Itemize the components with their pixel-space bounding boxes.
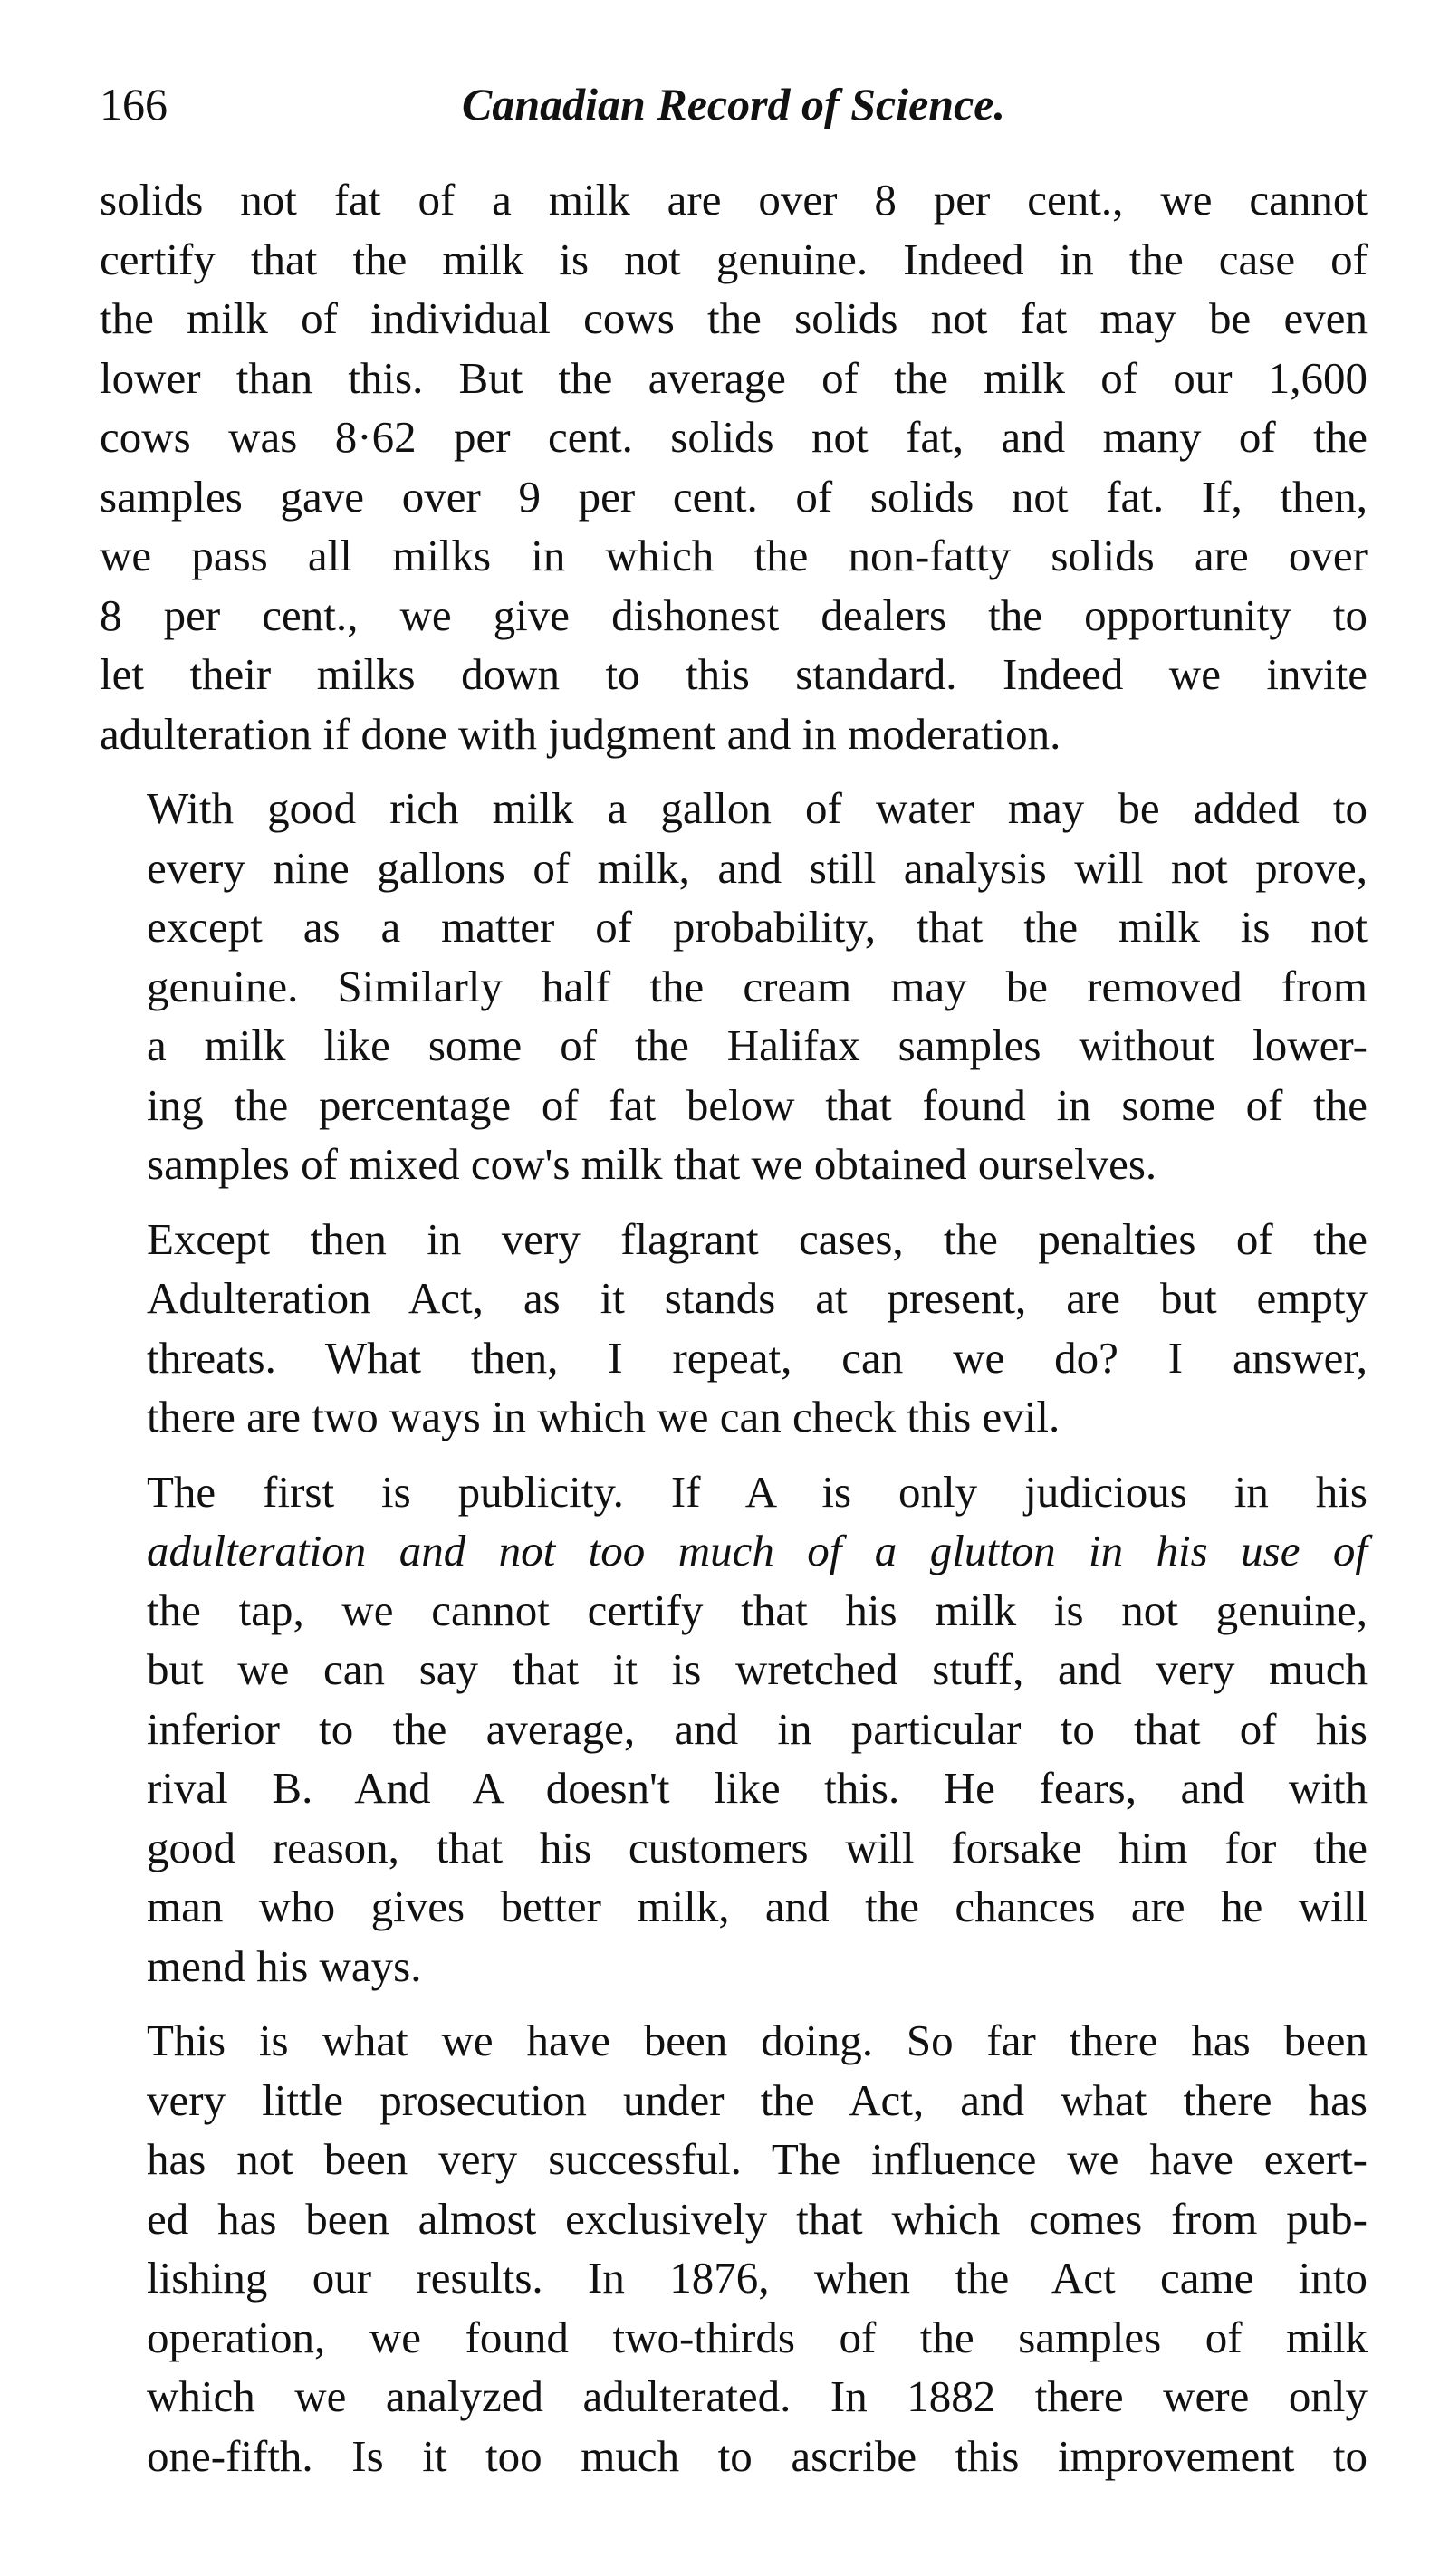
page-number: 166 [100,79,168,129]
text-line: operation, we found two-thirds of the samples of milk [147,2312,1368,2362]
text-line: ed has been almost exclusively that which comes from pub- [147,2193,1368,2244]
book-page [100,54,1368,2535]
text-line: rival B. And A doesn't like this. He fears, and with [147,1763,1368,1813]
journal-title: Canadian Record of Science. [462,79,1005,129]
text-line: samples of mixed cow's milk that we obtained ourselves. [147,1139,1157,1189]
text-line: 8 per cent., we give dishonest dealers the opportunity to [100,589,1368,640]
paragraph-continued [100,170,1368,763]
text-line: cows was 8·62 per cent. solids not fat, and many of the [100,412,1368,462]
paragraph-publicity [100,1462,1368,1997]
text-line: the tap, we cannot certify that his milk is not genuine, [147,1585,1368,1635]
text-line: has not been very successful. The influence we have exert- [147,2134,1368,2184]
text-line-italic: adulteration and not too much of a glutton in his use of [147,1526,1368,1575]
text-line: good reason, that his customers will forsake him for the [147,1822,1368,1872]
text-line: one-fifth. Is it too much to ascribe this improvement to [147,2430,1368,2481]
text-line: This is what we have been doing. So far there has been [147,2016,1368,2065]
text-line: there are two ways in which we can check this evil. [147,1392,1061,1441]
paragraph-water-added [100,779,1368,1194]
text-line: solids not fat of a milk are over 8 per cent., we cannot [100,175,1368,225]
running-head [100,54,1368,154]
paragraph-empty-threats [100,1210,1368,1447]
text-line: a milk like some of the Halifax samples without lower- [147,1020,1368,1070]
text-line: With good rich milk a gallon of water may be added to [147,783,1368,833]
text-line: adulteration if done with judgment and in moderation. [100,708,1061,759]
paragraph-what-we-have-been-doing [100,2011,1368,2485]
text-line: lishing our results. In 1876, when the Act came into [147,2253,1368,2303]
text-line: genuine. Similarly half the cream may be removed from [147,961,1368,1011]
text-line: certify that the milk is not genuine. Indeed in the case of [100,234,1368,284]
text-line: except as a matter of probability, that the milk is not [147,902,1368,952]
text-line: mend his ways. [147,1940,422,1991]
text-line: samples gave over 9 per cent. of solids not fat. If, then, [100,471,1368,522]
text-line: every nine gallons of milk, and still analysis will not prove, [147,842,1368,893]
text-line: which we analyzed adulterated. In 1882 there were only [147,2371,1368,2421]
text-line: The first is publicity. If A is only judicious in his [147,1466,1368,1517]
text-line: the milk of individual cows the solids not fat may be even [100,293,1368,343]
text-line: but we can say that it is wretched stuff, and very much [147,1644,1368,1694]
text-line: we pass all milks in which the non-fatty solids are over [100,531,1368,580]
text-line: Adulteration Act, as it stands at present, are but empty [147,1273,1368,1323]
body-text [100,170,1368,2485]
text-line: ing the percentage of fat below that found in some of the [147,1079,1368,1130]
text-line: Except then in very flagrant cases, the penalties of the [147,1213,1368,1264]
text-line: lower than this. But the average of the milk of our 1,600 [100,352,1368,403]
text-line: inferior to the average, and in particular to that of his [147,1703,1368,1754]
text-line: very little prosecution under the Act, and what there has [147,2074,1368,2125]
text-line: threats. What then, I repeat, can we do? I answer, [147,1332,1368,1383]
text-line: let their milks down to this standard. Indeed we invite [100,649,1368,699]
text-line: man who gives better milk, and the chances are he will [147,1882,1368,1931]
